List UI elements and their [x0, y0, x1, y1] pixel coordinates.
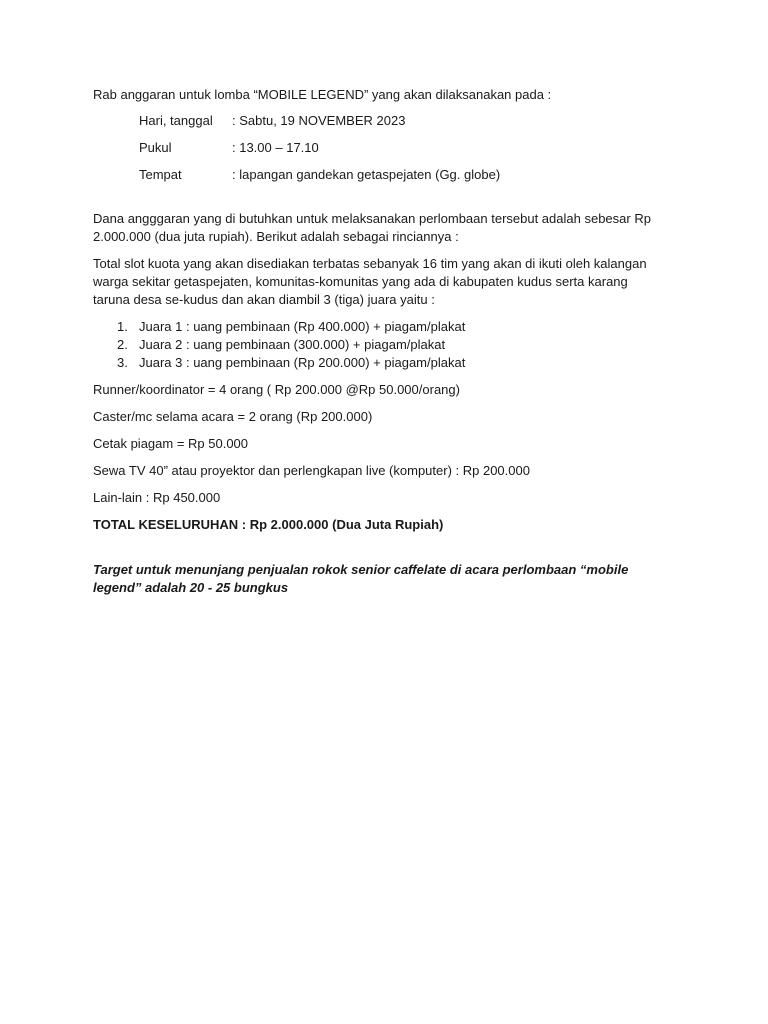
cost-other: Lain-lain : Rp 450.000	[93, 490, 221, 505]
total-cost: TOTAL KESELURUHAN : Rp 2.000.000 (Dua Juta Rupiah)	[93, 517, 444, 532]
list-number: 1.	[117, 319, 128, 334]
intro-text: Rab anggaran untuk lomba “MOBILE LEGEND” yang akan dilaksanakan pada :	[93, 87, 552, 102]
info-value: : lapangan gandekan getaspejaten (Gg. globe)	[232, 167, 501, 182]
info-label: Hari, tanggal	[139, 113, 213, 128]
info-label: Pukul	[139, 140, 172, 155]
document-body	[93, 86, 663, 597]
list-item	[93, 336, 663, 354]
cost-caster: Caster/mc selama acara = 2 orang (Rp 200.000)	[93, 409, 373, 424]
sales-target: Target untuk menunjang penjualan rokok senior caffelate di acara perlombaan “mobile legend” adalah 20 - 25 bungkus	[93, 562, 629, 595]
quota-paragraph: Total slot kuota yang akan disediakan terbatas sebanyak 16 tim yang akan di ikuti oleh kalangan warga sekitar getaspejaten, komunitas-komunitas yang ada di kabupaten kudus serta karang taruna desa se-kudus dan akan diambil 3 (tiga) juara yaitu :	[93, 256, 647, 307]
info-row-date	[139, 112, 663, 130]
funding-paragraph: Dana angggaran yang di butuhkan untuk melaksanakan perlombaan tersebut adalah sebesar Rp 2.000.000 (dua juta rupiah). Berikut adalah sebagai rinciannya :	[93, 211, 651, 244]
cost-equipment: Sewa TV 40” atau proyektor dan perlengkapan live (komputer) : Rp 200.000	[93, 463, 530, 478]
prize-list	[93, 318, 663, 372]
list-item	[93, 318, 663, 336]
list-item	[93, 354, 663, 372]
cost-runner: Runner/koordinator = 4 orang ( Rp 200.000 @Rp 50.000/orang)	[93, 382, 460, 397]
info-row-place	[139, 166, 663, 184]
event-info	[93, 112, 663, 184]
info-row-time	[139, 139, 663, 157]
prize-text: Juara 3 : uang pembinaan (Rp 200.000) + piagam/plakat	[139, 355, 466, 370]
prize-text: Juara 2 : uang pembinaan (300.000) + piagam/plakat	[139, 337, 446, 352]
info-value: : 13.00 – 17.10	[232, 140, 319, 155]
info-label: Tempat	[139, 167, 182, 182]
info-value: : Sabtu, 19 NOVEMBER 2023	[232, 113, 406, 128]
prize-text: Juara 1 : uang pembinaan (Rp 400.000) + piagam/plakat	[139, 319, 466, 334]
cost-certificate: Cetak piagam = Rp 50.000	[93, 436, 249, 451]
list-number: 3.	[117, 355, 128, 370]
list-number: 2.	[117, 337, 128, 352]
